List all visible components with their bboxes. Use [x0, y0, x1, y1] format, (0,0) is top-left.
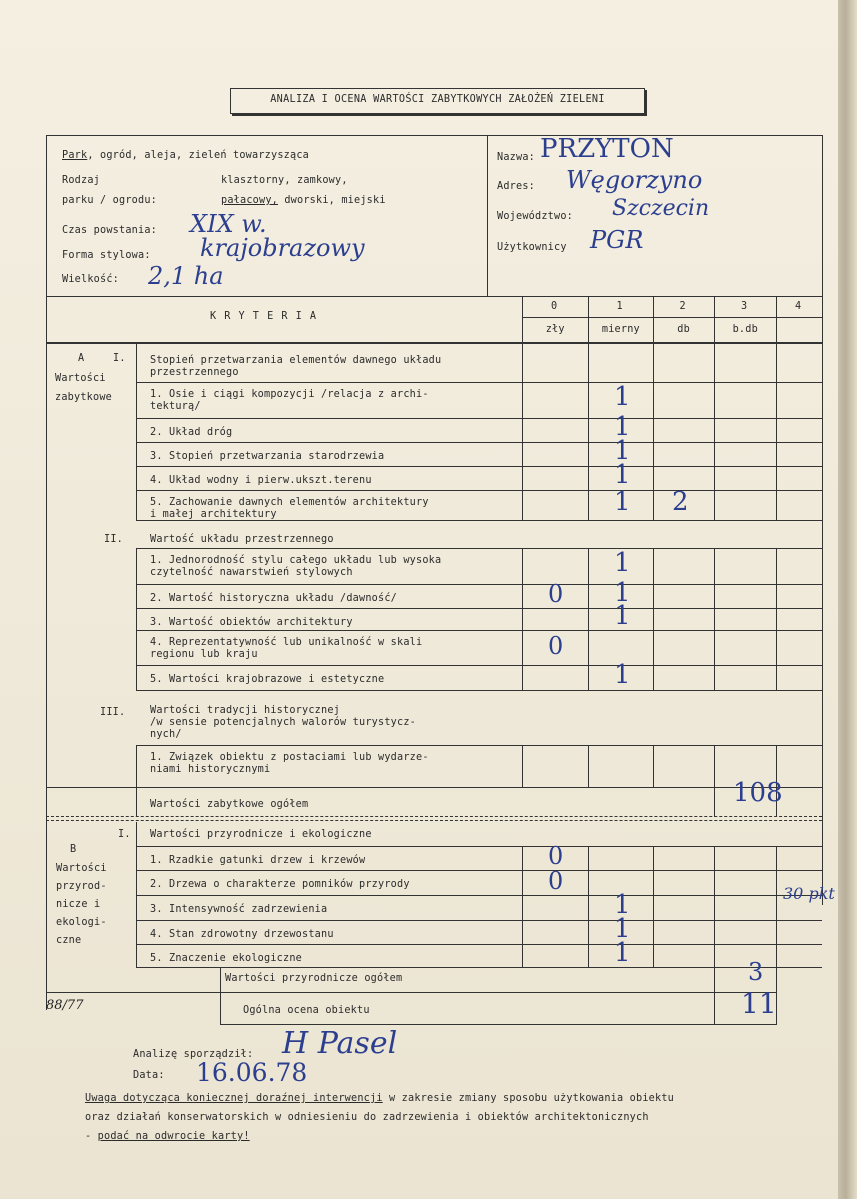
cell-sep — [776, 342, 777, 520]
note-line-1 — [85, 1092, 674, 1105]
gb-row-line — [136, 944, 822, 945]
sporzadzil-signature: H Pasel — [282, 1026, 398, 1061]
col-word-1: mierny — [601, 324, 640, 335]
criteria-bottom-line — [46, 342, 822, 344]
g3-row-text-0-0: 1. Związek obiektu z postaciami lub wydarze- — [150, 752, 429, 763]
g1-row-mark1-2: 1 — [614, 436, 631, 466]
data-value: 16.06.78 — [196, 1058, 308, 1087]
g2-row-text-2-0: 3. Wartość obiektów architektury — [150, 617, 353, 628]
form-left-border — [46, 135, 47, 1010]
cell-sep — [776, 846, 777, 967]
g1-row-mark2-4: 2 — [672, 487, 689, 517]
g1-row-line — [136, 490, 822, 491]
total-a-sep1 — [714, 787, 715, 817]
group2-title: Wartość układu przestrzennego — [150, 534, 334, 545]
uzytkownicy-value: PGR — [590, 226, 644, 254]
cell-sep — [653, 548, 654, 690]
gb-row-mark0-1: 0 — [548, 866, 564, 895]
g2-row-line — [136, 630, 822, 631]
data-label: Data: — [133, 1070, 165, 1081]
col-word-3: b.db — [732, 324, 758, 335]
parku-value — [221, 194, 386, 207]
g1-row-line — [136, 442, 822, 443]
g3-row-text-0-1: niami historycznymi — [150, 764, 271, 775]
section-b-letter: B — [70, 844, 77, 855]
gb-row-mark1-3: 1 — [614, 914, 631, 944]
czas-value: XIX w. — [190, 210, 267, 238]
g2-row-text-0-0: 1. Jednorodność stylu całego układu lub wysoka — [150, 555, 442, 566]
kryteria-label: K R Y T E R I A — [210, 311, 318, 322]
g2-row-text-3-1: regionu lub kraju — [150, 649, 258, 660]
group1-left-line — [136, 342, 137, 520]
col-word-2: db — [677, 324, 690, 335]
g2-row-mark1-2: 1 — [614, 601, 631, 631]
cell-sep — [588, 745, 589, 787]
total-przyrodnicze-value: 3 — [748, 958, 764, 986]
wojewodztwo-label: Województwo: — [497, 211, 574, 222]
gb-row-mark0-0: 0 — [548, 842, 564, 870]
group2-left-line — [136, 548, 137, 690]
overall-label: Ogólna ocena obiektu — [243, 1005, 370, 1016]
group1-title-bottom — [136, 382, 822, 383]
double-rule — [46, 820, 822, 821]
group3-roman: III. — [100, 707, 126, 718]
uzytkownicy-label: Użytkownicy — [497, 242, 567, 253]
total-zabytkowe-value: 108 — [733, 778, 783, 808]
group3-title-bottom — [136, 745, 822, 746]
gb-row-line — [136, 895, 822, 896]
gb-row-mark1-4: 1 — [614, 937, 631, 968]
rodzaj-label: Rodzaj — [62, 175, 101, 186]
section-a-name-1: Wartości — [55, 373, 106, 384]
total-b-right-top — [776, 967, 822, 968]
total-a-left — [136, 787, 137, 817]
section-a-letter: A — [78, 353, 85, 364]
g2-row-mark0-1: 0 — [548, 580, 564, 608]
criteria-top-line — [46, 296, 822, 297]
section-b-name-4: ekologi- — [56, 917, 107, 928]
cell-sep — [714, 846, 715, 967]
g2-row-text-1-0: 2. Wartość historyczna układu /dawność/ — [150, 593, 398, 604]
nazwa-label: Nazwa: — [497, 152, 536, 163]
col-sep-1 — [588, 296, 589, 342]
section-a-roman: I. — [113, 353, 126, 364]
group2-title-bottom — [136, 548, 822, 549]
note-line-2: oraz działań konserwatorskich w odniesieniu do zadrzewienia i obiektów architektonicznych — [85, 1112, 649, 1123]
czas-label: Czas powstania: — [62, 225, 158, 236]
note-line-3 — [85, 1130, 250, 1143]
title-text: ANALIZA I OCENA WARTOŚCI ZABYTKOWYCH ZAŁOŻEŃ ZIELENI — [270, 94, 605, 105]
g2-row-mark1-1: 1 — [614, 578, 631, 608]
cell-sep — [588, 548, 589, 690]
group3-title-3: nych/ — [150, 729, 182, 740]
total-przyrodnicze-label: Wartości przyrodnicze ogółem — [225, 973, 403, 984]
total-b-sep1 — [714, 967, 715, 1025]
section-b-title-bottom — [136, 846, 822, 847]
g1-row-line — [136, 466, 822, 467]
col-num-2: 2 — [679, 301, 686, 312]
g1-row-text-0-0: 1. Osie i ciągi kompozycji /relacja z archi- — [150, 389, 429, 400]
g1-row-text-0-1: tekturą/ — [150, 401, 201, 412]
paper-edge — [838, 0, 857, 1199]
col-word-0: zły — [545, 324, 565, 335]
adres-label: Adres: — [497, 181, 536, 192]
g1-row-mark1-4: 1 — [614, 487, 631, 517]
cell-sep — [653, 342, 654, 520]
wielkosc-value: 2,1 ha — [148, 262, 224, 290]
col-num-3: 3 — [741, 301, 748, 312]
col-num-4: 4 — [795, 301, 802, 312]
adres-value: Węgorzyno — [566, 166, 703, 194]
gb-row-line — [136, 967, 822, 968]
cell-sep — [714, 342, 715, 520]
parku-rest: dworski, miejski — [278, 195, 386, 206]
form-top-border — [46, 135, 822, 136]
total-zabytkowe-label: Wartości zabytkowe ogółem — [150, 799, 309, 810]
group3-title-2: /w sensie potencjalnych walorów turystycz- — [150, 717, 417, 728]
cell-sep — [776, 548, 777, 690]
section-b-name-1: Wartości — [56, 863, 107, 874]
sporzadzil-label: Analizę sporządził: — [133, 1049, 254, 1060]
park-type-selected: Park — [62, 150, 88, 161]
g2-row-mark0-3: 0 — [548, 631, 564, 660]
group3-left-line — [136, 745, 137, 787]
note-line-1-rest: w zakresie zmiany sposobu użytkowania obiektu — [382, 1093, 675, 1104]
parku-label: parku / ogrodu: — [62, 195, 158, 206]
section-b-name-3: nicze i — [56, 899, 101, 910]
col-sep-3 — [714, 296, 715, 342]
cell-sep — [714, 548, 715, 690]
note-line-3-dash: - — [85, 1131, 98, 1142]
park-type-line — [62, 149, 309, 162]
park-type-rest: , ogród, aleja, zieleń towarzysząca — [87, 150, 310, 161]
nazwa-value: PRZYTON — [540, 134, 674, 164]
gb-row-mark1-2: 1 — [614, 889, 631, 920]
group1-title-1: Stopień przetwarzania elementów dawnego układu — [150, 355, 442, 366]
section-b-bottom-left — [46, 992, 220, 993]
section-b-name-5: czne — [56, 935, 82, 946]
g1-row-mark1-1: 1 — [614, 412, 631, 442]
gb-row-text-1-0: 2. Drzewa o charakterze pomników przyrody — [150, 879, 410, 890]
total-b-mid — [220, 992, 776, 993]
gb-row-text-0-0: 1. Rzadkie gatunki drzew i krzewów — [150, 855, 366, 866]
overall-value: 11 — [741, 987, 777, 1020]
header-divider — [487, 135, 488, 297]
col-sep-2 — [653, 296, 654, 342]
g1-row-text-1-0: 2. Układ dróg — [150, 427, 233, 438]
gb-row-text-3-0: 4. Stan zdrowotny drzewostanu — [150, 929, 334, 940]
g2-row-mark1-0: 1 — [614, 548, 631, 578]
g1-row-text-4-0: 5. Zachowanie dawnych elementów architektury — [150, 497, 429, 508]
gb-row-line — [136, 920, 822, 921]
section-b-title: Wartości przyrodnicze i ekologiczne — [150, 829, 372, 840]
cell-sep — [653, 846, 654, 967]
g1-row-text-3-0: 4. Układ wodny i pierw.ukszt.terenu — [150, 475, 372, 486]
col-sep-4 — [776, 296, 777, 342]
g2-row-text-4-0: 5. Wartości krajobrazowe i estetyczne — [150, 674, 385, 685]
wojewodztwo-value: Szczecin — [612, 196, 710, 221]
g2-row-line — [136, 608, 822, 609]
cell-sep — [588, 846, 589, 967]
cell-sep — [522, 745, 523, 787]
document-title — [230, 88, 645, 114]
note-line-1-underlined: Uwaga dotycząca koniecznej doraźnej interwencji — [85, 1093, 383, 1104]
g1-row-text-4-1: i małej architektury — [150, 509, 277, 520]
g2-row-line — [136, 690, 822, 691]
cell-sep — [588, 342, 589, 520]
group1-title-2: przestrzennego — [150, 367, 239, 378]
forma-label: Forma stylowa: — [62, 250, 151, 261]
total-b-bottom — [220, 1024, 776, 1025]
cell-sep — [653, 745, 654, 787]
gb-row-line — [136, 870, 822, 871]
section-a-name-2: zabytkowe — [55, 392, 113, 403]
col-sep-0 — [522, 296, 523, 342]
cell-sep — [714, 745, 715, 787]
forma-value: krajobrazowy — [200, 234, 365, 262]
g2-row-line — [136, 584, 822, 585]
g3-bottom — [46, 787, 822, 788]
side-note: 30 pkt — [783, 884, 835, 903]
gb-row-text-2-0: 3. Intensywność zadrzewienia — [150, 904, 328, 915]
g2-row-mark1-4: 1 — [614, 659, 631, 690]
parku-selected: pałacowy, — [221, 195, 279, 206]
col-num-0: 0 — [551, 301, 558, 312]
note-line-3-underlined: podać na odwrocie karty! — [97, 1131, 250, 1142]
reference-number: 88/77 — [46, 998, 84, 1013]
g1-row-mark1-3: 1 — [614, 460, 631, 490]
cell-sep — [522, 342, 523, 520]
g2-row-text-0-1: czytelność nawarstwień stylowych — [150, 567, 353, 578]
section-b-name-2: przyrod- — [56, 881, 107, 892]
cell-sep — [522, 548, 523, 690]
g1-row-text-2-0: 3. Stopień przetwarzania starodrzewia — [150, 451, 385, 462]
form-right-border — [822, 135, 823, 905]
group3-title-1: Wartości tradycji historycznej — [150, 705, 341, 716]
wielkosc-label: Wielkość: — [62, 274, 120, 285]
g2-row-line — [136, 665, 822, 666]
double-rule — [46, 816, 822, 817]
g1-row-mark1-0: 1 — [614, 382, 631, 412]
g1-row-line — [136, 418, 822, 419]
gb-row-text-4-0: 5. Znaczenie ekologiczne — [150, 953, 303, 964]
rodzaj-value: klasztorny, zamkowy, — [221, 175, 348, 186]
cell-sep — [522, 846, 523, 967]
group2-roman: II. — [104, 534, 124, 545]
section-b-roman: I. — [118, 829, 131, 840]
total-b-left — [220, 967, 221, 1025]
g2-row-text-3-0: 4. Reprezentatywność lub unikalność w skali — [150, 637, 423, 648]
col-num-1: 1 — [616, 301, 623, 312]
